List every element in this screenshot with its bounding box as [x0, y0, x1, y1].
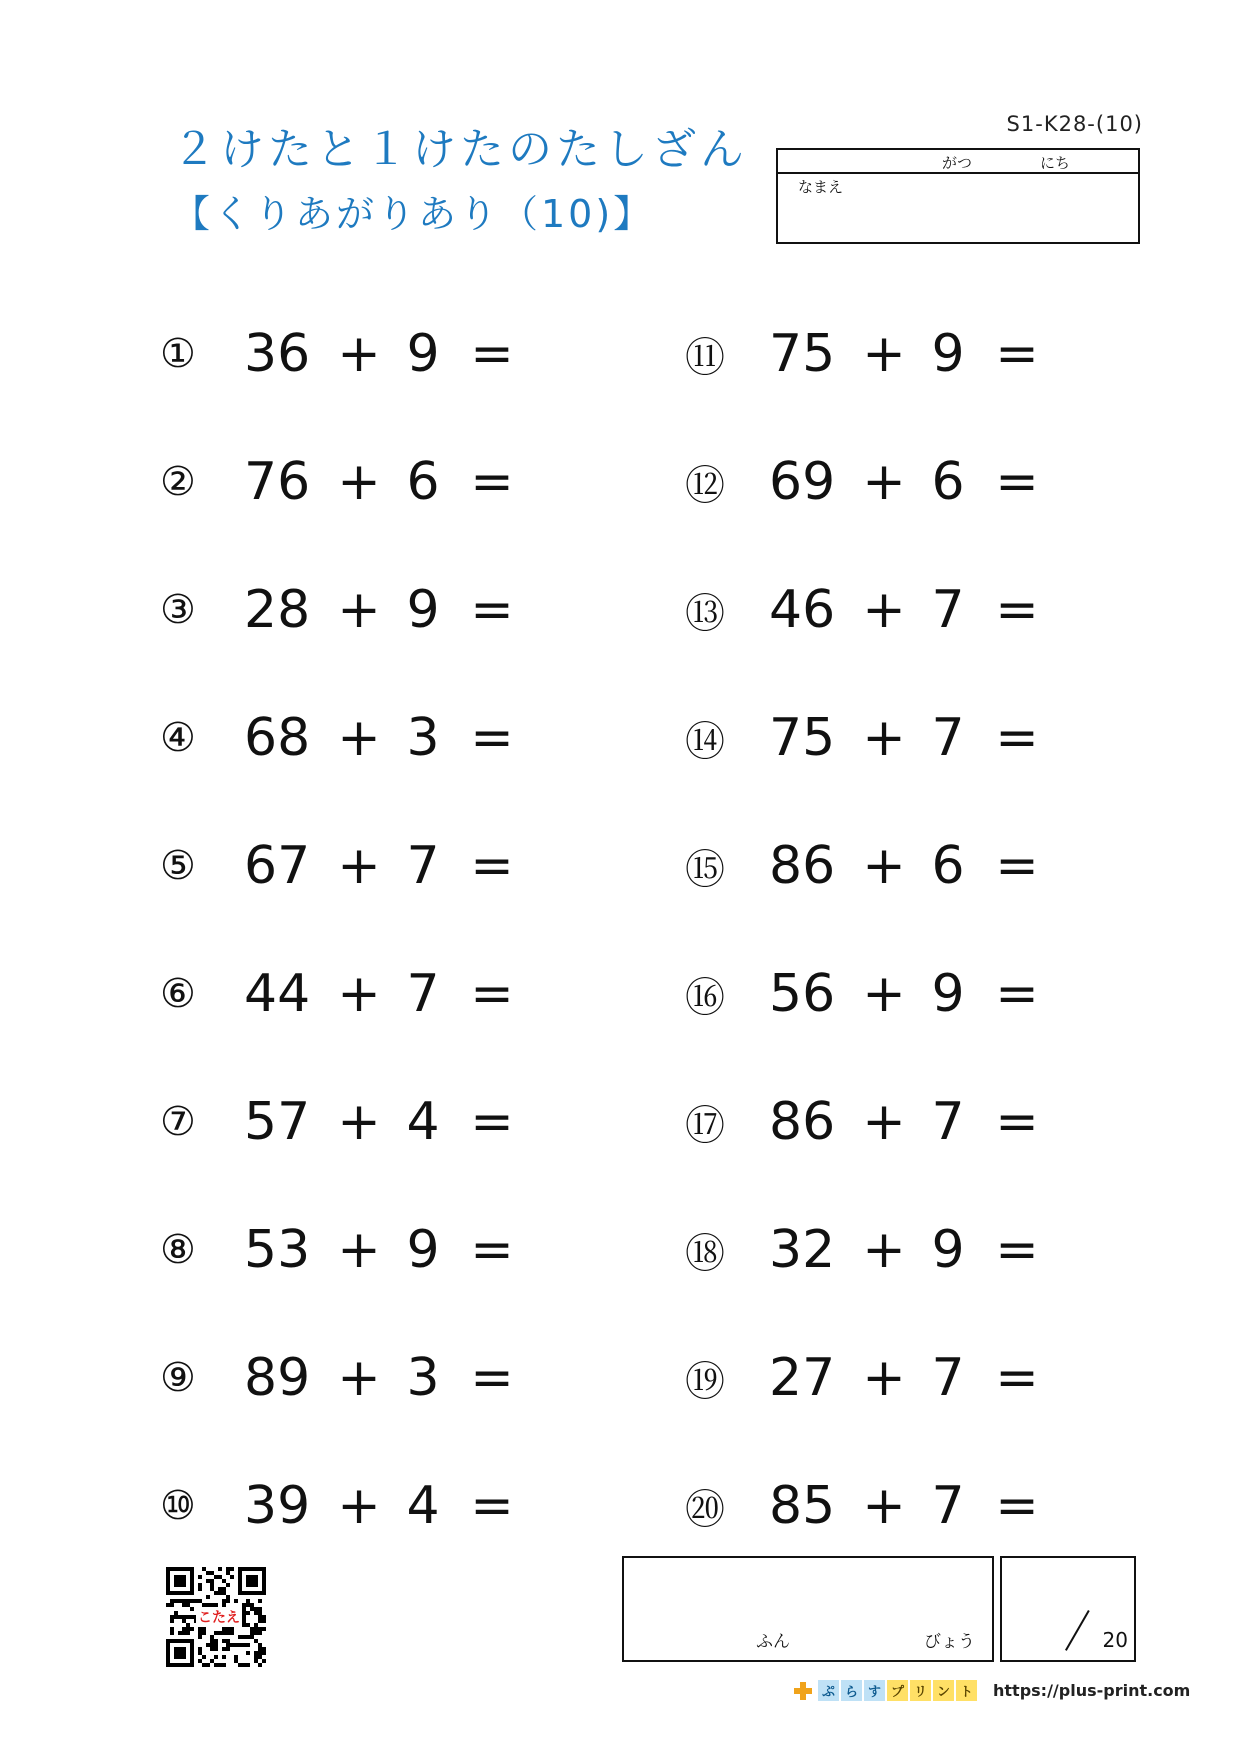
brand-tile: ト [956, 1680, 977, 1701]
plus-sign: + [862, 964, 906, 1024]
problem-number: ⑪ [685, 334, 725, 381]
second-addend: 3 [406, 708, 440, 768]
problem-number: ③ [160, 587, 196, 633]
problem-number: ⑧ [160, 1227, 196, 1273]
name-label: なまえ [798, 178, 844, 196]
first-addend: 75 [769, 708, 836, 768]
problem-row [160, 1442, 610, 1570]
problem-row [160, 546, 610, 674]
first-addend: 28 [244, 580, 311, 640]
equals-sign: = [470, 1092, 514, 1152]
first-addend: 46 [769, 580, 836, 640]
problem-number: ⑫ [685, 462, 725, 509]
problem-row [685, 418, 1135, 546]
plus-sign: + [337, 324, 381, 384]
equals-sign: = [995, 836, 1039, 896]
equals-sign: = [995, 708, 1039, 768]
equals-sign: = [470, 836, 514, 896]
plus-sign: + [337, 1092, 381, 1152]
first-addend: 56 [769, 964, 836, 1024]
site-url[interactable]: https://plus-print.com [993, 1681, 1191, 1700]
second-addend: 9 [406, 580, 440, 640]
problem-row [160, 418, 610, 546]
equals-sign: = [995, 1220, 1039, 1280]
equals-sign: = [995, 1476, 1039, 1536]
plus-sign: + [862, 452, 906, 512]
first-addend: 76 [244, 452, 311, 512]
problem-row [685, 674, 1135, 802]
brand-tile: ぷ [818, 1680, 839, 1701]
first-addend: 68 [244, 708, 311, 768]
problem-row [160, 1314, 610, 1442]
second-addend: 9 [406, 1220, 440, 1280]
problems-area [160, 290, 1060, 1540]
plus-sign: + [337, 452, 381, 512]
equals-sign: = [470, 324, 514, 384]
problem-number: ⑥ [160, 971, 196, 1017]
first-addend: 75 [769, 324, 836, 384]
first-addend: 69 [769, 452, 836, 512]
plus-sign: + [337, 964, 381, 1024]
plus-sign: + [337, 580, 381, 640]
plus-sign: + [862, 836, 906, 896]
plus-sign: + [862, 580, 906, 640]
second-addend: 9 [931, 964, 965, 1024]
problems-column-right [685, 290, 1135, 1570]
first-addend: 89 [244, 1348, 311, 1408]
answer-qr-label: こたえ [196, 1607, 242, 1627]
second-addend: 7 [406, 964, 440, 1024]
brand-tile: す [864, 1680, 885, 1701]
equals-sign: = [470, 1476, 514, 1536]
problem-row [160, 674, 610, 802]
brand-logo [794, 1680, 1190, 1701]
equals-sign: = [470, 452, 514, 512]
second-addend: 7 [931, 1092, 965, 1152]
plus-sign: + [862, 1092, 906, 1152]
problem-row [160, 290, 610, 418]
worksheet-code: S1-K28-(10) [1006, 112, 1143, 136]
plus-sign: + [862, 1348, 906, 1408]
second-addend: 7 [931, 708, 965, 768]
plus-sign: + [337, 836, 381, 896]
worksheet-title: ２けたと１けたのたしざん [172, 124, 748, 175]
minutes-label: ふん [756, 1632, 790, 1652]
score-total: 20 [1102, 1628, 1128, 1652]
first-addend: 44 [244, 964, 311, 1024]
plus-sign: + [337, 1476, 381, 1536]
name-date-box [776, 148, 1140, 244]
problem-row [685, 930, 1135, 1058]
first-addend: 36 [244, 324, 311, 384]
month-label: がつ [942, 154, 973, 172]
plus-sign: + [337, 1348, 381, 1408]
first-addend: 53 [244, 1220, 311, 1280]
problem-number: ⑭ [685, 718, 725, 765]
problem-row [160, 1058, 610, 1186]
brand-name [818, 1680, 979, 1701]
problem-number: ⑨ [160, 1355, 196, 1401]
first-addend: 86 [769, 1092, 836, 1152]
second-addend: 6 [931, 836, 965, 896]
first-addend: 57 [244, 1092, 311, 1152]
plus-icon [794, 1682, 812, 1700]
day-label: にち [1040, 154, 1071, 172]
problem-number: ⑤ [160, 843, 196, 889]
problem-number: ⑩ [160, 1483, 196, 1529]
problem-number: ⑲ [685, 1358, 725, 1405]
plus-sign: + [862, 1220, 906, 1280]
second-addend: 6 [931, 452, 965, 512]
problem-row [685, 1442, 1135, 1570]
brand-tile: ン [933, 1680, 954, 1701]
equals-sign: = [995, 964, 1039, 1024]
second-addend: 6 [406, 452, 440, 512]
problem-number: ⑦ [160, 1099, 196, 1145]
problem-row [685, 1058, 1135, 1186]
brand-tile: ら [841, 1680, 862, 1701]
plus-sign: + [337, 1220, 381, 1280]
problem-number: ① [160, 331, 196, 377]
second-addend: 7 [406, 836, 440, 896]
problem-number: ⑯ [685, 974, 725, 1021]
first-addend: 86 [769, 836, 836, 896]
first-addend: 27 [769, 1348, 836, 1408]
plus-sign: + [862, 1476, 906, 1536]
problem-row [160, 1186, 610, 1314]
equals-sign: = [470, 1220, 514, 1280]
first-addend: 32 [769, 1220, 836, 1280]
second-addend: 3 [406, 1348, 440, 1408]
problem-row [685, 802, 1135, 930]
problem-number: ⑱ [685, 1230, 725, 1277]
worksheet-subtitle: 【くりあがりあり（10)】 [172, 192, 655, 236]
problem-row [685, 1314, 1135, 1442]
first-addend: 67 [244, 836, 311, 896]
seconds-label: びょう [924, 1632, 975, 1652]
brand-tile: リ [910, 1680, 931, 1701]
problem-number: ⑳ [685, 1486, 725, 1533]
plus-sign: + [862, 324, 906, 384]
problem-row [685, 1186, 1135, 1314]
equals-sign: = [995, 1092, 1039, 1152]
problem-number: ④ [160, 715, 196, 761]
score-box [1000, 1556, 1136, 1662]
second-addend: 7 [931, 580, 965, 640]
equals-sign: = [995, 580, 1039, 640]
second-addend: 9 [931, 324, 965, 384]
second-addend: 4 [406, 1476, 440, 1536]
date-row [778, 150, 1138, 174]
equals-sign: = [470, 580, 514, 640]
problem-number: ② [160, 459, 196, 505]
second-addend: 4 [406, 1092, 440, 1152]
problem-number: ⑮ [685, 846, 725, 893]
equals-sign: = [995, 1348, 1039, 1408]
equals-sign: = [470, 708, 514, 768]
problem-number: ⑬ [685, 590, 725, 637]
second-addend: 7 [931, 1348, 965, 1408]
problem-row [685, 290, 1135, 418]
equals-sign: = [995, 324, 1039, 384]
problems-column-left [160, 290, 610, 1570]
first-addend: 85 [769, 1476, 836, 1536]
plus-sign: + [337, 708, 381, 768]
title-block [172, 122, 748, 240]
problem-row [685, 546, 1135, 674]
second-addend: 9 [931, 1220, 965, 1280]
equals-sign: = [470, 964, 514, 1024]
first-addend: 39 [244, 1476, 311, 1536]
brand-tile: プ [887, 1680, 908, 1701]
problem-number: ⑰ [685, 1102, 725, 1149]
score-slash [1065, 1610, 1090, 1651]
time-box [622, 1556, 994, 1662]
problem-row [160, 802, 610, 930]
plus-sign: + [862, 708, 906, 768]
problem-row [160, 930, 610, 1058]
second-addend: 9 [406, 324, 440, 384]
second-addend: 7 [931, 1476, 965, 1536]
equals-sign: = [995, 452, 1039, 512]
equals-sign: = [470, 1348, 514, 1408]
